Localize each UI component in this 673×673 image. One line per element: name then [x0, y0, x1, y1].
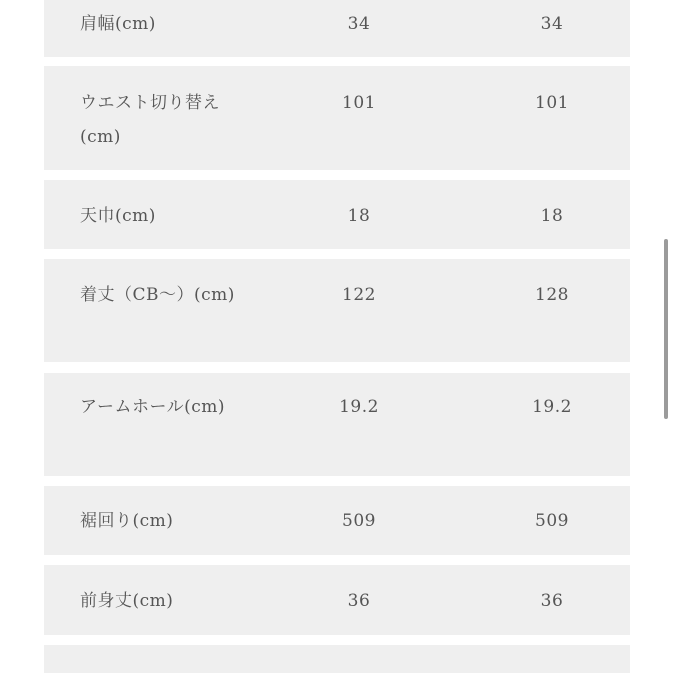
- row-label: ウエスト切り替え(cm): [80, 93, 220, 147]
- vertical-scrollbar[interactable]: [664, 239, 668, 419]
- row-value-1: 509: [342, 511, 376, 531]
- table-row: [44, 66, 630, 170]
- row-label: 天巾(cm): [80, 206, 156, 226]
- row-value-2: 34: [540, 14, 564, 34]
- row-value-1: 36: [347, 591, 371, 611]
- row-value-2: 19.2: [532, 397, 572, 417]
- table-row: [44, 180, 630, 249]
- row-value-2: 509: [535, 511, 569, 531]
- table-row: [44, 259, 630, 362]
- row-value-1: 101: [342, 93, 376, 113]
- table-row: [44, 0, 630, 57]
- row-value-1: 18: [347, 206, 371, 226]
- row-value-2: 18: [540, 206, 564, 226]
- row-value-2: 36: [540, 591, 564, 611]
- table-row: [44, 373, 630, 476]
- row-value-1: 34: [347, 14, 371, 34]
- row-label: 着丈（CB〜）(cm): [80, 285, 235, 305]
- row-value-1: 19.2: [339, 397, 379, 417]
- row-label: 肩幅(cm): [80, 14, 156, 34]
- row-value-2: 101: [535, 93, 569, 113]
- table-row: [44, 645, 630, 673]
- row-value-1: 122: [342, 285, 376, 305]
- row-label: アームホール(cm): [80, 397, 226, 417]
- row-label: 裾回り(cm): [80, 511, 174, 531]
- table-row: [44, 565, 630, 635]
- table-row: [44, 486, 630, 555]
- row-label: 前身丈(cm): [80, 591, 174, 611]
- row-value-2: 128: [535, 285, 569, 305]
